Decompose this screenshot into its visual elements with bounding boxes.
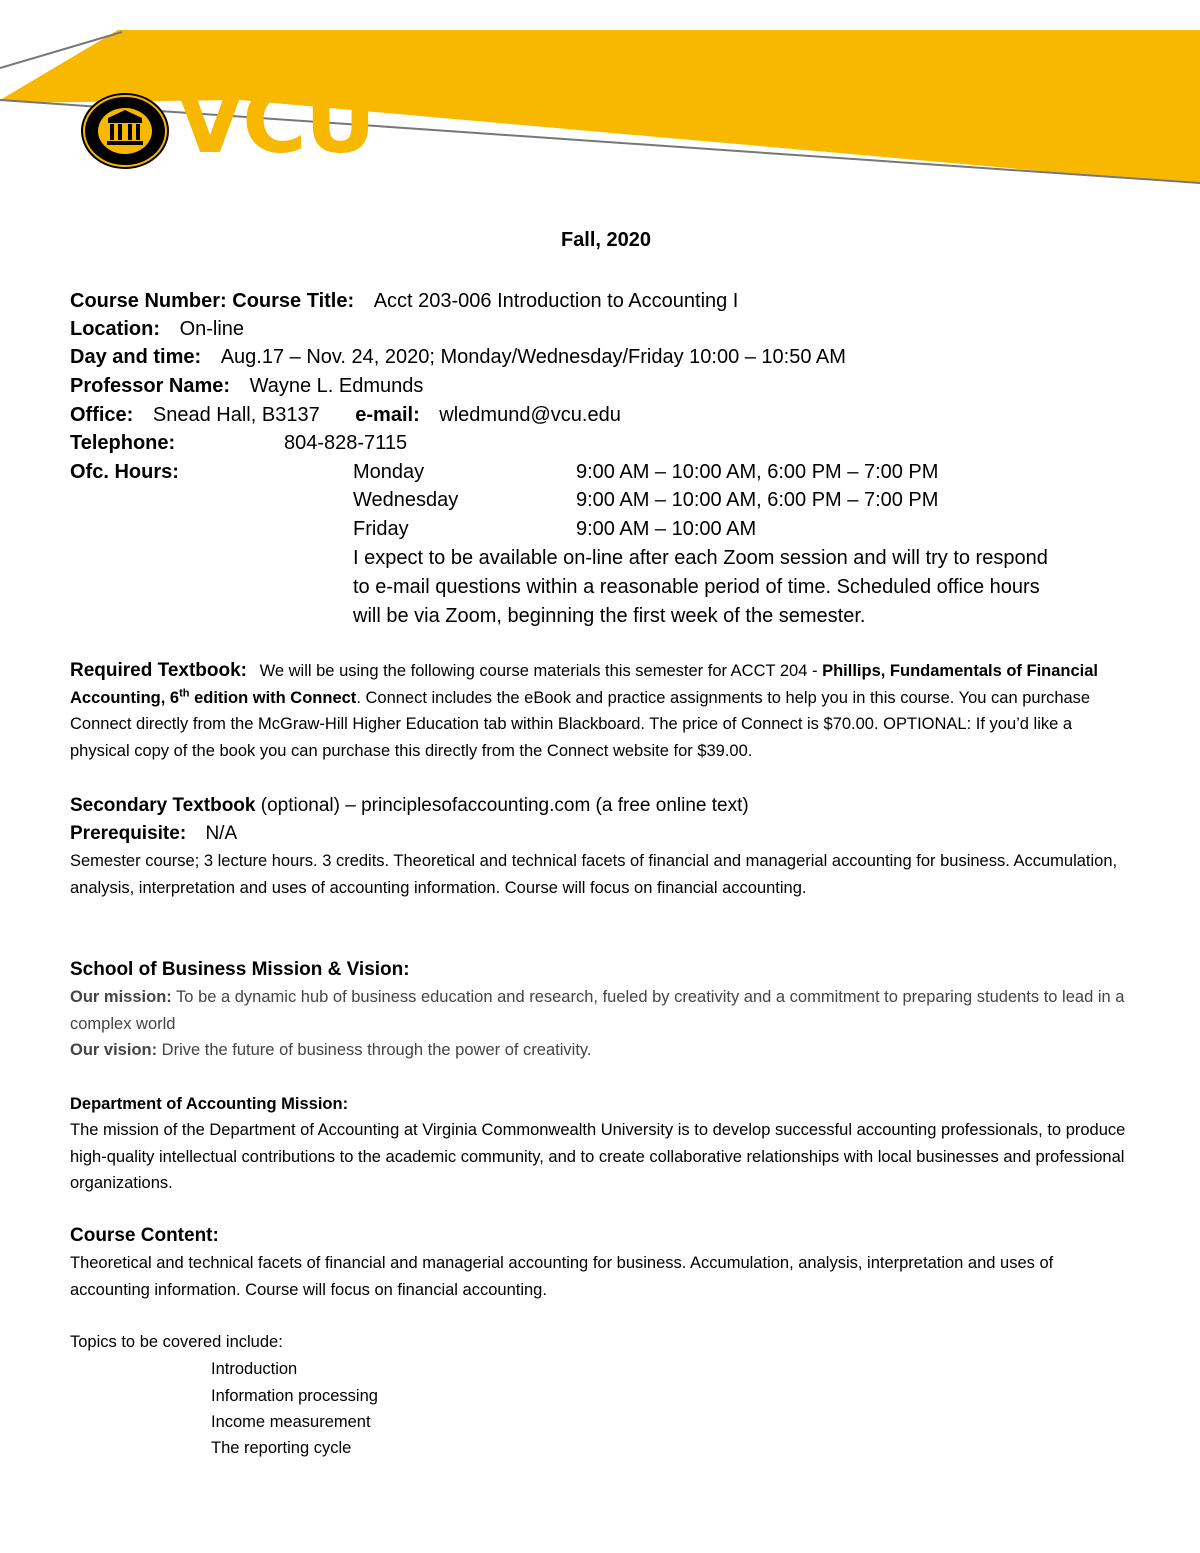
hours-note-line-2: to e-mail questions within a reasonable period of time. Scheduled office hours	[353, 576, 1040, 598]
vision-text: Drive the future of business through the power of creativity.	[157, 1041, 592, 1059]
location-row	[70, 315, 244, 343]
vision-paragraph	[70, 1037, 1130, 1064]
mission-paragraph	[70, 984, 1130, 1037]
hours-note-line-3: will be via Zoom, beginning the first week of the semester.	[353, 605, 866, 627]
prerequisite-label: Prerequisite:	[70, 823, 187, 844]
professor-row	[70, 372, 423, 400]
textbook-intro: We will be using the following course materials this semester for ACCT 204 -	[259, 662, 823, 680]
telephone-value: 804-828-7115	[284, 432, 408, 454]
secondary-textbook-row	[70, 792, 749, 820]
mission-label: Our mission:	[70, 988, 172, 1006]
daytime-value: Aug.17 – Nov. 24, 2020; Monday/Wednesday/Friday 10:00 – 10:50 AM	[220, 346, 846, 368]
location-value: On-line	[179, 318, 245, 340]
topic-item: Introduction	[211, 1360, 298, 1378]
textbook-edition-sup: th	[179, 687, 190, 699]
location-label: Location:	[70, 318, 160, 340]
office-row	[70, 401, 621, 429]
vcu-wordmark: VCU	[176, 70, 375, 173]
hours-day-3: Friday	[353, 518, 409, 540]
secondary-textbook-value: (optional) – principlesofaccounting.com (a free online text)	[260, 795, 749, 816]
daytime-label: Day and time:	[70, 346, 202, 368]
topic-item: The reporting cycle	[211, 1439, 352, 1457]
vision-label: Our vision:	[70, 1041, 158, 1059]
telephone-label: Telephone:	[70, 432, 176, 454]
topic-item: Income measurement	[211, 1413, 371, 1431]
course-content-text: Theoretical and technical facets of financial and managerial accounting for business. Accumulation, analysis, interpretation and uses of accounting information. Course will focus on financial accounting.	[70, 1254, 1054, 1299]
hours-day-2: Wednesday	[353, 489, 459, 511]
topics-intro: Topics to be covered include:	[70, 1333, 283, 1351]
mission-heading: School of Business Mission & Vision:	[70, 959, 410, 980]
course-value: Acct 203-006 Introduction to Accounting I	[373, 290, 739, 312]
textbook-title: Phillips, Fundamentals of Financial Accounting, 6	[70, 662, 1099, 707]
hours-time-3: 9:00 AM – 10:00 AM	[576, 518, 757, 540]
office-label: Office:	[70, 404, 134, 426]
secondary-textbook-label: Secondary Textbook	[70, 795, 256, 816]
telephone-row	[70, 429, 175, 457]
course-description: Semester course; 3 lecture hours. 3 credits. Theoretical and technical facets of financial and managerial accounting for business. Accumulation, analysis, interpretation and uses of accounting information. Course will focus on financial accounting.	[70, 852, 1118, 897]
required-textbook-label: Required Textbook:	[70, 660, 247, 681]
hours-time-2: 9:00 AM – 10:00 AM, 6:00 PM – 7:00 PM	[576, 489, 939, 511]
prerequisite-value: N/A	[205, 823, 238, 844]
course-content-heading: Course Content:	[70, 1225, 219, 1246]
email-label: e-mail:	[355, 404, 420, 426]
mission-text: To be a dynamic hub of business education and research, fueled by creativity and a commitment to preparing students to lead in a complex world	[70, 988, 1125, 1033]
course-row	[70, 287, 738, 315]
university-seal-icon	[80, 92, 170, 170]
hours-day-1: Monday	[353, 461, 425, 483]
office-hours-label: Ofc. Hours:	[70, 461, 179, 483]
department-text: The mission of the Department of Accounting at Virginia Commonwealth University is to develop successful accounting professionals, to produce high-quality intellectual contributions to the academic community, and to create collaborative relationships with local businesses and professional organizations.	[70, 1121, 1126, 1192]
daytime-row	[70, 343, 846, 371]
course-label: Course Number: Course Title:	[70, 290, 355, 312]
professor-value: Wayne L. Edmunds	[249, 375, 424, 397]
hours-time-1: 9:00 AM – 10:00 AM, 6:00 PM – 7:00 PM	[576, 461, 939, 483]
semester-title: Fall, 2020	[560, 229, 652, 251]
textbook-title-end: edition with Connect	[189, 688, 357, 707]
textbook-details: . Connect includes the eBook and practice assignments to help you in this course. You can purchase Connect directly from the McGraw-Hill Higher Education tab within Blackboard. The price of Connect is $70.00. OPTIONAL: If you’d like a physical copy of the book you can purchase this directly from the Connect website for $39.00.	[70, 688, 1091, 760]
required-textbook-paragraph	[70, 658, 1130, 764]
vcu-logo	[80, 70, 390, 173]
topic-item: Information processing	[211, 1387, 378, 1405]
email-value[interactable]: wledmund@vcu.edu	[439, 404, 621, 426]
professor-label: Professor Name:	[70, 375, 231, 397]
office-value: Snead Hall, B3137	[152, 404, 320, 426]
prerequisite-row	[70, 820, 237, 848]
department-heading: Department of Accounting Mission:	[70, 1095, 349, 1113]
hours-note-line-1: I expect to be available on-line after each Zoom session and will try to respond	[353, 547, 1048, 569]
